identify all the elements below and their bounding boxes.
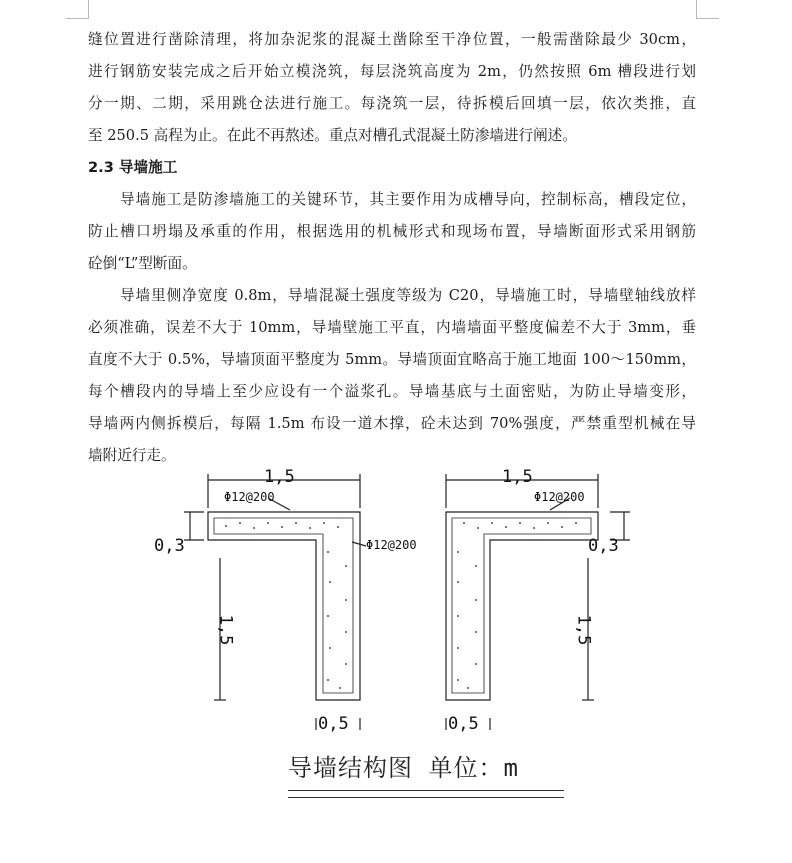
left-flange-height-label: 0,3	[154, 536, 185, 556]
text-line: 直度不大于 0.5%，导墙顶面平整度为 5mm。导墙顶面宜略高于施工地面 100～150mm，	[88, 351, 696, 368]
right-flange-height-label: 0,3	[588, 536, 619, 556]
left-wall-height-label: 1,5	[215, 614, 236, 646]
text-line: 防止槽口坍塌及承重的作用，根据选用的机械形式和现场布置，导墙断面形式采用钢筋	[88, 223, 696, 240]
text-line: 砼倒“L”型断面。	[88, 255, 197, 272]
text-line: 导墙两内侧拆模后，每隔 1.5m 布设一道木撑，砼未达到 70%强度，严禁重型机械在导	[88, 415, 696, 432]
left-wall-width-label: 0,5	[318, 714, 349, 734]
text-line: 分一期、二期，采用跳仓法进行施工。每浇筑一层，待拆模后回填一层，依次类推，直	[88, 95, 696, 112]
paragraph-guide-wall-intro	[88, 184, 696, 280]
text-line: 进行钢筋安装完成之后开始立模浇筑，每层浇筑高度为 2m，仍然按照 6m 槽段进行划	[88, 63, 696, 80]
paragraph-construction-joint	[88, 24, 696, 152]
paragraph-guide-wall-specs	[88, 280, 696, 472]
right-top-rebar-label: Φ12@200	[534, 490, 585, 504]
right-wall-height-label: 1,5	[573, 614, 594, 646]
page-corner-mark-top-left	[66, 0, 89, 19]
left-top-width-label: 1,5	[264, 467, 295, 487]
text-line: 导墙里侧净宽度 0.8m，导墙混凝土强度等级为 C20，导墙施工时，导墙壁轴线放样	[120, 287, 696, 304]
text-line: 缝位置进行凿除清理，将加杂泥浆的混凝土凿除至干净位置，一般需凿除最少 30cm，	[88, 31, 696, 48]
document-body	[88, 24, 696, 472]
caption-underline	[288, 790, 564, 791]
text-line: 墙附近行走。	[88, 447, 176, 464]
text-line: 导墙施工是防渗墙施工的关键环节，其主要作用为成槽导向，控制标高，槽段定位，	[120, 191, 696, 208]
right-top-width-label: 1,5	[502, 467, 533, 487]
left-side-rebar-label: Φ12@200	[366, 538, 417, 552]
text-line: 至 250.5 高程为止。在此不再熬述。重点对槽孔式混凝土防渗墙进行阐述。	[88, 127, 577, 144]
figure-caption: 导墙结构图 单位：m	[288, 754, 519, 782]
left-top-rebar-label: Φ12@200	[224, 490, 275, 504]
text-line: 每个槽段内的导墙上至少应设有一个溢浆孔。导墙基底与土面密贴，为防止导墙变形，	[88, 383, 696, 400]
section-heading: 2.3 导墙施工	[88, 159, 178, 176]
page-corner-mark-top-right	[696, 0, 719, 19]
right-wall-width-label: 0,5	[448, 714, 479, 734]
caption-underline-second	[288, 797, 564, 798]
text-line: 必须准确，误差不大于 10mm，导墙壁施工平直，内墙墙面平整度偏差不大于 3mm，垂	[88, 319, 696, 336]
